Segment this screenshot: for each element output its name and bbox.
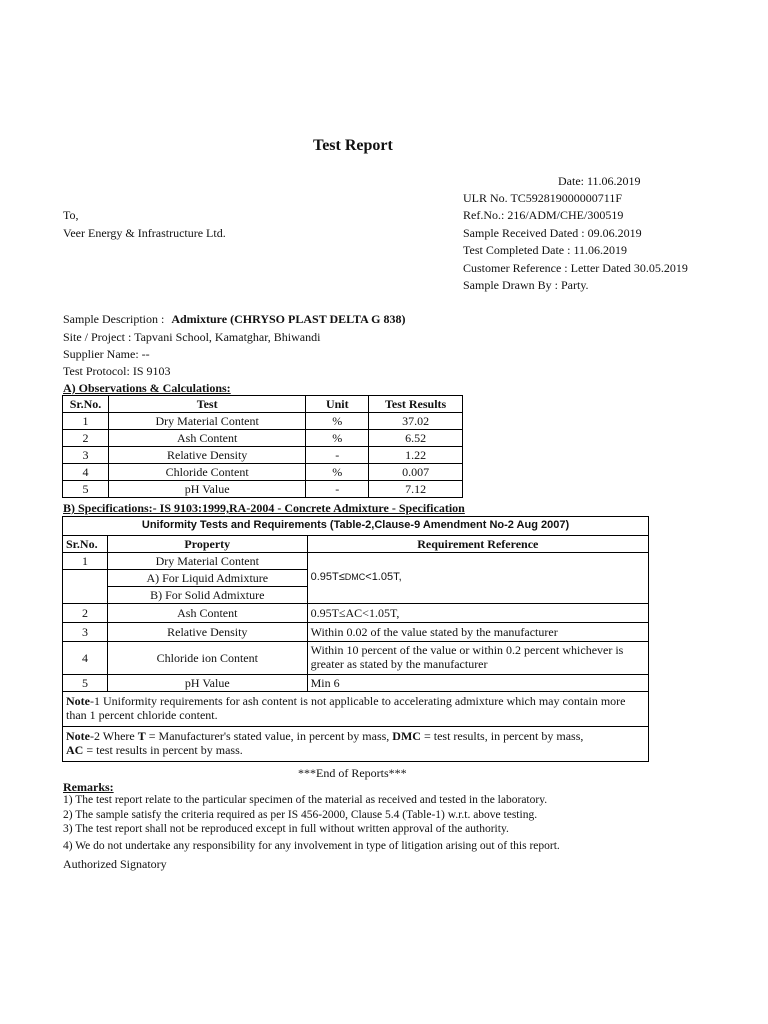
table-row <box>63 553 649 570</box>
section-a-heading: A) Observations & Calculations: <box>63 381 231 395</box>
specifications-table <box>62 516 649 762</box>
cell-requirement: Min 6 <box>307 675 648 692</box>
cell-property-sub: B) For Solid Admixture <box>107 587 307 604</box>
table-row <box>63 604 649 623</box>
cell-requirement: 0.95T≤AC<1.05T, <box>307 604 648 623</box>
cell-sr-no: 1 <box>63 553 108 570</box>
section-b-heading: B) Specifications:- IS 9103:1999,RA-2004 - Concrete Admixture - Specification <box>63 501 465 515</box>
header-test-results: Test Results <box>369 396 463 413</box>
remark-item: 1) The test report relate to the particular specimen of the material as received and tested in the laboratory. <box>63 794 548 806</box>
table-row <box>63 675 649 692</box>
cell-unit: % <box>306 430 369 447</box>
note-2-t: T <box>137 729 146 744</box>
report-date: Date: 11.06.2019 <box>558 174 641 188</box>
req-dmc-prefix: 0.95T≤ <box>310 571 345 584</box>
sample-description-value: Admixture (CHRYSO PLAST DELTA G 838) <box>171 312 406 326</box>
note-1 <box>63 692 649 727</box>
specifications-table-title: Uniformity Tests and Requirements (Table-2,Clause-9 Amendment No-2 Aug 2007) <box>63 517 649 536</box>
cell-sr-no: 5 <box>63 675 108 692</box>
cell-property: Dry Material Content <box>107 553 307 570</box>
table-row <box>63 481 463 498</box>
cell-sr-no: 4 <box>63 464 109 481</box>
cell-unit: % <box>306 413 369 430</box>
note-2-text-c: = test results, in percent by mass, <box>420 729 584 744</box>
cell-property: pH Value <box>107 675 307 692</box>
addressee-name: Veer Energy & Infrastructure Ltd. <box>63 226 226 240</box>
observations-table <box>62 395 463 498</box>
remark-item: 2) The sample satisfy the criteria required as per IS 456-2000, Clause 5.4 (Table-1) w.r.t. above testing. <box>63 809 538 821</box>
note-row <box>63 727 649 762</box>
cell-result: 1.22 <box>369 447 463 464</box>
header-requirement: Requirement Reference <box>307 536 648 553</box>
cell-property-sub: A) For Liquid Admixture <box>107 570 307 587</box>
cell-sr-no: 3 <box>63 623 108 642</box>
cell-sr-no: 1 <box>63 413 109 430</box>
sample-drawn-by: Sample Drawn By : Party. <box>463 278 589 292</box>
end-of-reports: ***End of Reports*** <box>298 766 407 780</box>
note-2-text-b: = Manufacturer's stated value, in percent by mass, <box>145 729 393 744</box>
cell-sr-no: 3 <box>63 447 109 464</box>
table-row <box>63 447 463 464</box>
table-row <box>63 623 649 642</box>
to-label: To, <box>63 208 79 222</box>
note-row <box>63 692 649 727</box>
table-header-row <box>63 536 649 553</box>
req-dmc-suffix: <1.05T, <box>365 571 402 584</box>
header-unit: Unit <box>306 396 369 413</box>
table-row <box>63 464 463 481</box>
cell-sr-no: 2 <box>63 430 109 447</box>
cell-result: 0.007 <box>369 464 463 481</box>
cell-test: Relative Density <box>108 447 305 464</box>
test-protocol: Test Protocol: IS 9103 <box>63 364 171 378</box>
cell-requirement-dmc <box>307 553 648 604</box>
test-completed-date: Test Completed Date : 11.06.2019 <box>463 243 628 257</box>
sample-description-label: Sample Description : <box>63 312 165 326</box>
table-row <box>63 642 649 675</box>
cell-result: 37.02 <box>369 413 463 430</box>
cell-test: Ash Content <box>108 430 305 447</box>
cell-unit: - <box>306 447 369 464</box>
note-2-text-d: = test results in percent by mass. <box>83 743 243 757</box>
table-header-row <box>63 396 463 413</box>
cell-property: Chloride ion Content <box>107 642 307 675</box>
note-1-label: Note <box>66 694 90 709</box>
note-2-ac: AC <box>66 743 84 757</box>
header-sr-no: Sr.No. <box>63 396 109 413</box>
remark-item: 3) The test report shall not be reproduced except in full without written approval of the authority. <box>63 823 509 835</box>
sample-description <box>63 312 406 326</box>
req-dmc-symbol: DMC <box>344 572 366 583</box>
table-row <box>63 430 463 447</box>
site-project: Site / Project : Tapvani School, Kamatghar, Bhiwandi <box>63 330 321 344</box>
sample-received-date: Sample Received Dated : 09.06.2019 <box>463 226 642 240</box>
ref-number: Ref.No.: 216/ADM/CHE/300519 <box>463 208 624 222</box>
cell-test: Chloride Content <box>108 464 305 481</box>
supplier-name: Supplier Name: -- <box>63 347 150 361</box>
remark-item: 4) We do not undertake any responsibility for any involvement in type of litigation arising out of this report. <box>63 840 560 852</box>
cell-test: Dry Material Content <box>108 413 305 430</box>
note-2 <box>63 727 649 762</box>
ulr-number: ULR No. TC592819000000711F <box>463 191 623 205</box>
header-test: Test <box>108 396 305 413</box>
cell-sr-no: 4 <box>63 642 108 675</box>
note-2-dmc: DMC <box>392 729 421 744</box>
header-property: Property <box>107 536 307 553</box>
note-1-text: -1 Uniformity requirements for ash content is not applicable to accelerating admixture which may contain more than 1 percent chloride content. <box>66 694 626 722</box>
cell-property: Relative Density <box>107 623 307 642</box>
note-2-text-a: -2 Where <box>90 729 138 744</box>
cell-sr-no: 5 <box>63 481 109 498</box>
cell-test: pH Value <box>108 481 305 498</box>
cell-sr-no-empty <box>63 570 108 604</box>
customer-reference: Customer Reference : Letter Dated 30.05.2019 <box>463 261 688 275</box>
cell-requirement: Within 10 percent of the value or within 0.2 percent whichever is greater as stated by the manufacturer <box>307 642 648 675</box>
cell-unit: - <box>306 481 369 498</box>
cell-requirement: Within 0.02 of the value stated by the manufacturer <box>307 623 648 642</box>
remarks-heading: Remarks: <box>63 780 114 794</box>
cell-result: 7.12 <box>369 481 463 498</box>
authorized-signatory: Authorized Signatory <box>63 857 167 871</box>
cell-unit: % <box>306 464 369 481</box>
table-title-row <box>63 517 649 536</box>
page-title: Test Report <box>313 137 393 154</box>
cell-property: Ash Content <box>107 604 307 623</box>
note-2-label: Note <box>66 729 90 744</box>
cell-sr-no: 2 <box>63 604 108 623</box>
table-row <box>63 413 463 430</box>
cell-result: 6.52 <box>369 430 463 447</box>
header-sr-no: Sr.No. <box>63 536 108 553</box>
